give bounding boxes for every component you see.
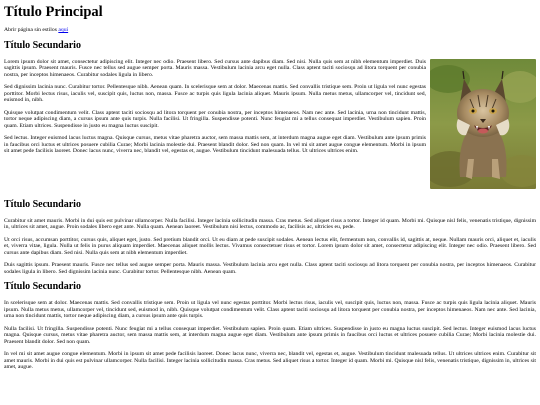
intro-line <box>4 27 536 34</box>
section3-paragraph-1: In scelerisque sem at dolor. Maecenas mattis. Sed convallis tristique sem. Proin ut ligula vel nunc egestas porttitor. Morbi lectus risus, iaculis vel, suscipit quis, luctus non, massa. Fusce ac turpis quis ligula lacinia aliquet. Mauris ipsum. Nulla metus metus, ullamcorper vel, tincidunt sed, euismod in, nibh. Quisque volutpat condimentum velit. Class aptent taciti sociosqu ad litora torquent per conubia nostra, per inceptos himenaeos. Nam nec ante. Sed lacinia, urna non tincidunt mattis, tortor neque adipiscing diam, a cursus ipsum ante quis turpis. <box>4 300 536 319</box>
section-heading-1: Título Secundario <box>4 39 81 51</box>
unstyled-page-link[interactable]: aquí <box>58 27 69 33</box>
intro-text: Abrir página sin estilos <box>4 27 59 33</box>
section1-paragraph-2: Sed dignissim lacinia nunc. Curabitur tortor. Pellentesque nibh. Aenean quam. In scelerisque sem at dolor. Maecenas mattis. Sed convallis tristique sem. Proin ut ligula vel nunc egestas porttitor. Morbi lectus risus, iaculis vel, suscipit quis, luctus non, massa. Fusce ac turpis quis ligula lacinia aliquet. Mauris ipsum. Nulla metus metus, ullamcorper vel, tincidunt sed, euismod in, nibh. <box>4 84 426 103</box>
section3-paragraph-3: In vel mi sit amet augue congue elementum. Morbi in ipsum sit amet pede facilisis laoreet. Donec lacus nunc, viverra nec, blandit vel, egestas et, augue. Vestibulum tincidunt malesuada tellus. Ut ultrices ultrices enim. Curabitur sit amet mauris. Morbi in dui quis est pulvinar ullamcorper. Nulla facilisi. Integer lacinia sollicitudin massa. Cras metus. Sed aliquet risus a tortor. Integer id quam. Morbi mi. Quisque nisl felis, venenatis tristique, dignissim in, ultrices sit amet, augue. <box>4 351 536 370</box>
section-heading-3: Título Secundario <box>4 281 81 292</box>
lynx-photo <box>430 59 536 189</box>
section2-paragraph-3: Duis sagittis ipsum. Praesent mauris. Fusce nec tellus sed augue semper porta. Mauris massa. Vestibulum lacinia arcu eget nulla. Class aptent taciti sociosqu ad litora torquent per conubia nostra, per inceptos himenaeos. Curabitur sodales ligula in libero. Sed dignissim lacinia nunc. Curabitur tortor. Pellentesque nibh. Aenean quam. <box>4 262 536 275</box>
section1-paragraph-3: Quisque volutpat condimentum velit. Class aptent taciti sociosqu ad litora torquent per conubia nostra, per inceptos himenaeos. Nam nec ante. Sed lacinia, urna non tincidunt mattis, tortor neque adipiscing diam, a cursus ipsum ante quis turpis. Nulla facilisi. Ut fringilla. Suspendisse potenti. Nunc feugiat mi a tellus consequat imperdiet. Vestibulum sapien. Proin quam. Etiam ultrices. Suspendisse in justo eu magna luctus suscipit. <box>4 109 426 129</box>
section1-paragraph-4: Sed lectus. Integer euismod lacus luctus magna. Quisque cursus, metus vitae pharetra auctor, sem massa mattis sem, at interdum magna augue eget diam. Vestibulum ante ipsum primis in faucibus orci luctus et ultrices posuere cubilia Curae; Morbi lacinia molestie dui. Praesent blandit dolor. Sed non quam. In vel mi sit amet augue congue elementum. Morbi in ipsum sit amet pede facilisis laoreet. Donec lacus nunc, viverra nec, blandit vel, egestas et, augue. Vestibulum tincidunt malesuada tellus. Ut ultrices ultrices enim. <box>4 135 426 154</box>
section1-paragraph-1: Lorem ipsum dolor sit amet, consectetur adipiscing elit. Integer nec odio. Praesent libero. Sed cursus ante dapibus diam. Sed nisi. Nulla quis sem at nibh elementum imperdiet. Duis sagittis ipsum. Praesent mauris. Fusce nec tellus sed augue semper porta. Mauris massa. Vestibulum lacinia arcu eget nulla. Class aptent taciti sociosqu ad litora torquent per conubia nostra, per inceptos himenaeos. Curabitur sodales ligula in libero. <box>4 58 426 78</box>
section2-paragraph-2: Ut orci risus, accumsan porttitor, cursus quis, aliquet eget, justo. Sed pretium blandit orci. Ut eu diam at pede suscipit sodales. Aenean lectus elit, fermentum non, convallis id, sagittis at, neque. Nullam mauris orci, aliquet et, iaculis et, viverra vitae, ligula. Nulla ut felis in purus aliquam imperdiet. Maecenas aliquet mollis lectus. Vivamus consectetuer risus et tortor. Lorem ipsum dolor sit amet, consectetur adipiscing elit. Integer nec odio. Praesent libero. Sed cursus ante dapibus diam. Sed nisi. Nulla quis sem at nibh elementum imperdiet. <box>4 236 536 256</box>
section3-paragraph-2: Nulla facilisi. Ut fringilla. Suspendisse potenti. Nunc feugiat mi a tellus consequat imperdiet. Vestibulum sapien. Proin quam. Etiam ultrices. Suspendisse in justo eu magna luctus suscipit. Sed lectus. Integer euismod lacus luctus magna. Quisque cursus, metus vitae pharetra auctor, sem massa mattis sem, at interdum magna augue eget diam. Vestibulum ante ipsum primis in faucibus orci luctus et ultrices posuere cubilia Curae; Morbi lacinia molestie dui. Praesent blandit dolor. Sed non quam. <box>4 325 536 345</box>
section-heading-2: Título Secundario <box>4 198 81 210</box>
section2-paragraph-1: Curabitur sit amet mauris. Morbi in dui quis est pulvinar ullamcorper. Nulla facilisi. Integer lacinia sollicitudin massa. Cras metus. Sed aliquet risus a tortor. Integer id quam. Morbi mi. Quisque nisl felis, venenatis tristique, dignissim in, ultrices sit amet, augue. Proin sodales libero eget ante. Nulla quam. Aenean laoreet. Vestibulum nisi lectus, commodo ac, facilisis ac, ultricies eu, pede. <box>4 217 536 230</box>
page-title: Título Principal <box>4 4 103 20</box>
